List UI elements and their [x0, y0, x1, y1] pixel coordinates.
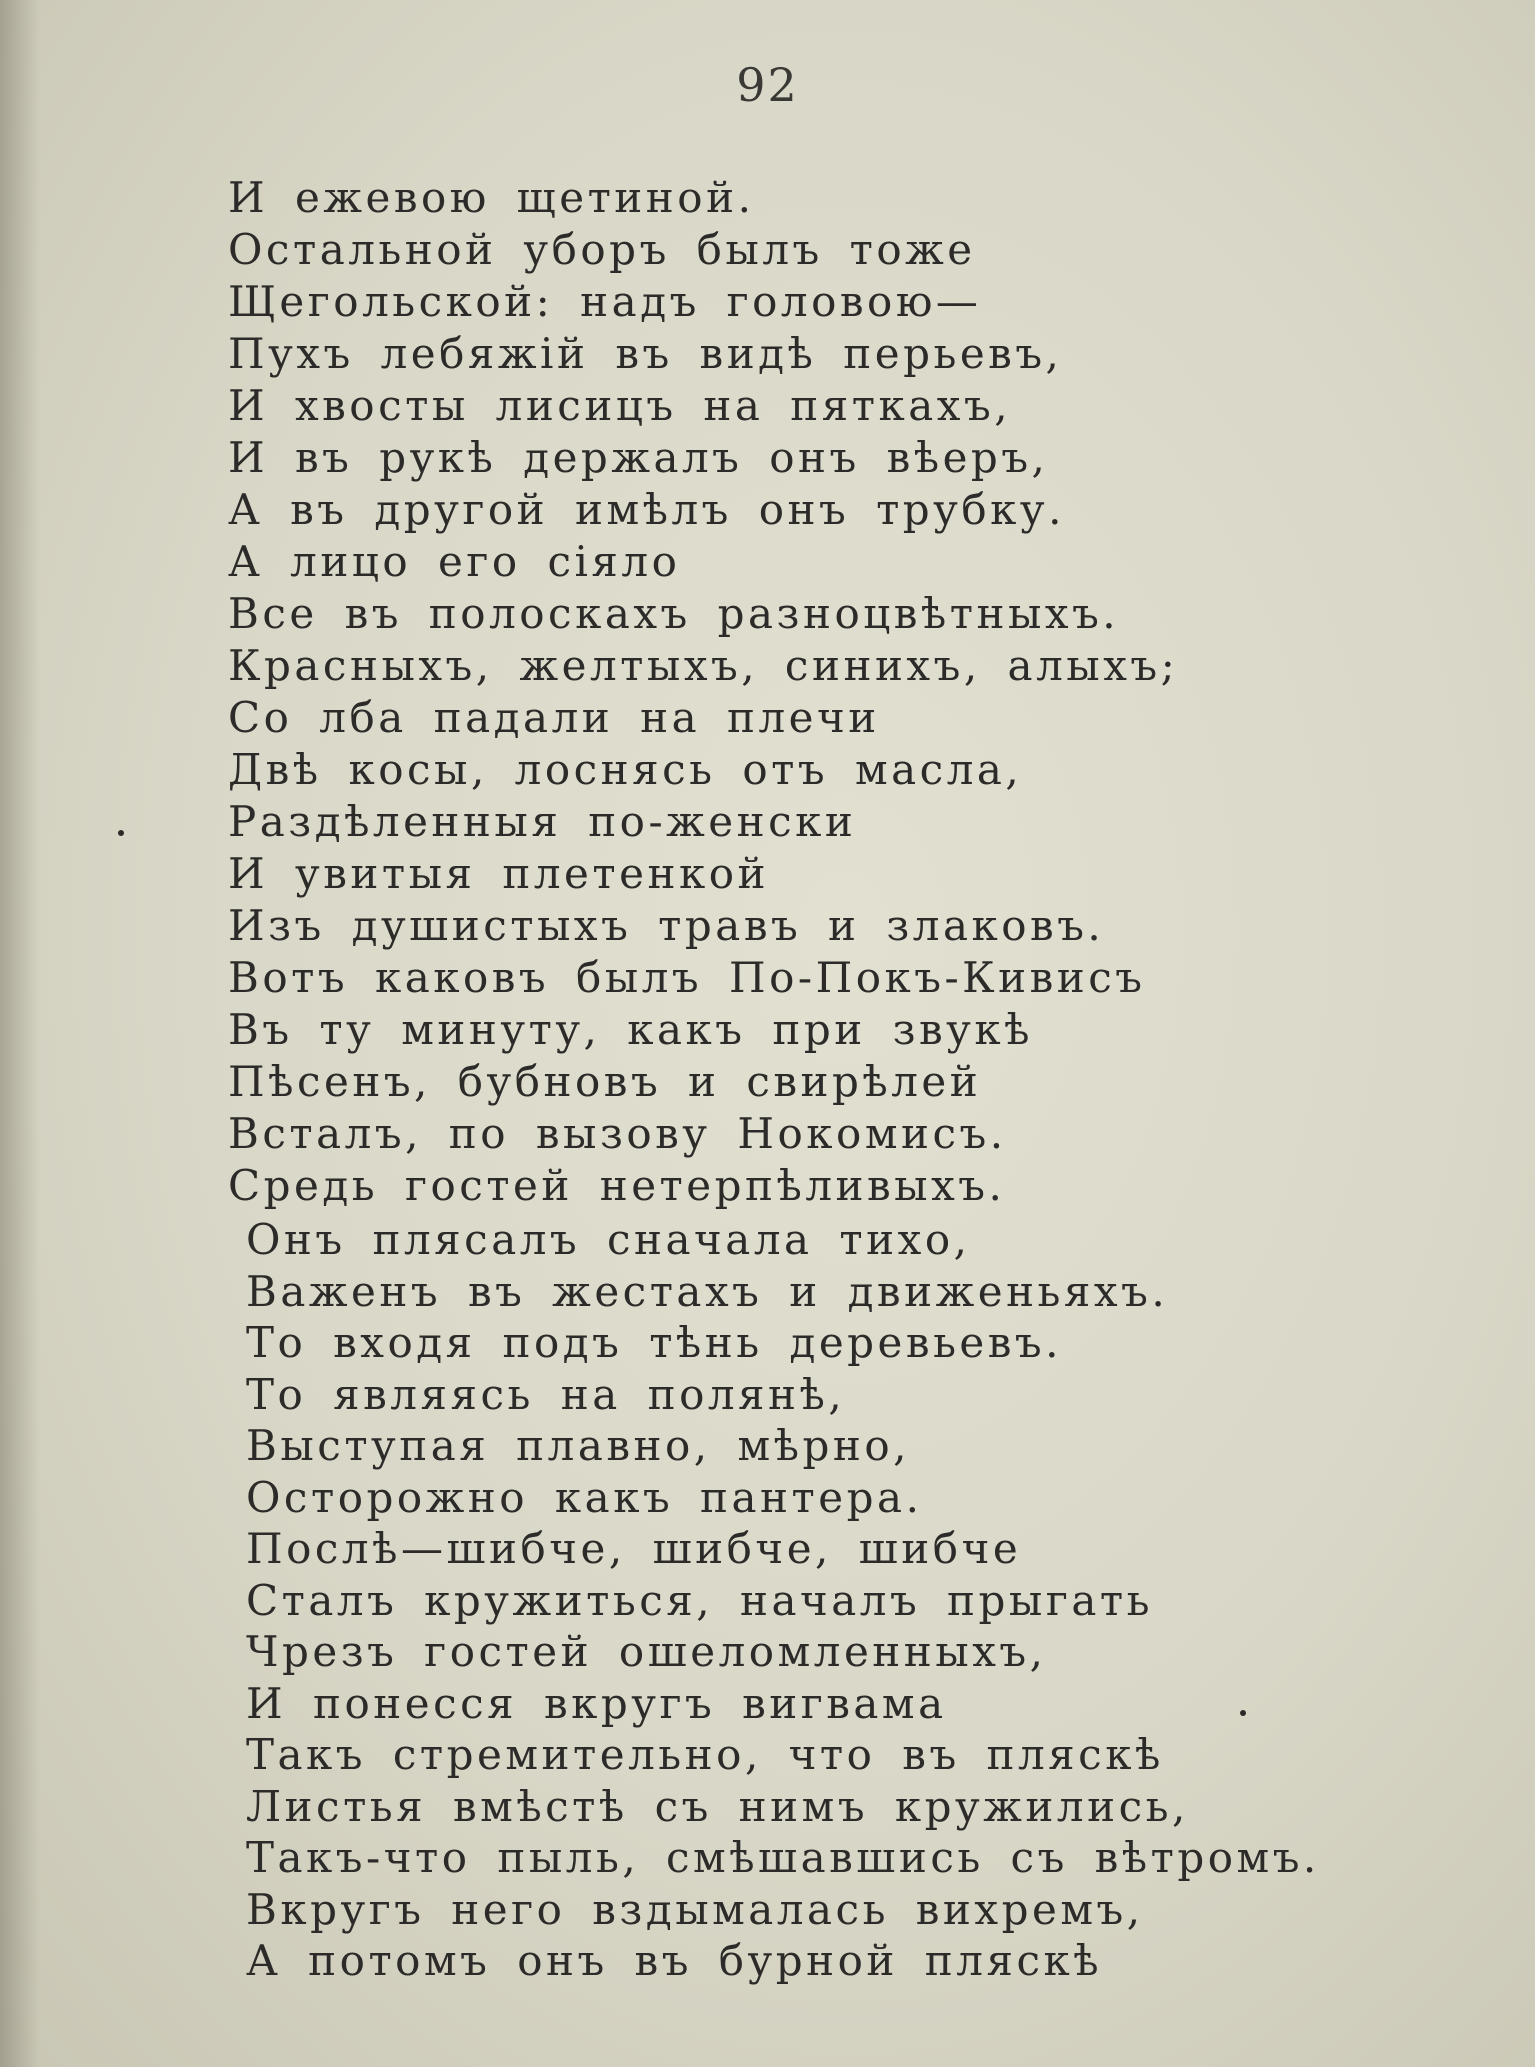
verse-line: Важенъ въ жестахъ и движеньяхъ. [246, 1266, 1169, 1316]
verse-line: Осторожно какъ пантера. [246, 1472, 923, 1522]
verse-line: Со лба падали на плечи [228, 693, 880, 742]
verse-line: Въ ту минуту, какъ при звукѣ [228, 1005, 1033, 1054]
verse-line: И ежевою щетиной. [228, 173, 755, 222]
verse-line: Пухъ лебяжій въ видѣ перьевъ, [228, 329, 1063, 378]
stanza-2 [246, 1214, 1320, 1987]
ink-speck [1240, 1710, 1246, 1716]
verse-line: Листья вмѣстѣ съ нимъ кружились, [246, 1781, 1189, 1831]
verse-line: Такъ-что пыль, смѣшавшись съ вѣтромъ. [246, 1833, 1320, 1882]
verse-line: Вотъ каковъ былъ По-Покъ-Кивисъ [228, 953, 1146, 1002]
verse-line: И хвосты лисицъ на пяткахъ, [228, 381, 1012, 430]
verse-line: А въ другой имѣлъ онъ трубку. [228, 485, 1065, 534]
verse-line: Все въ полоскахъ разноцвѣтныхъ. [228, 589, 1120, 638]
verse-line: Всталъ, по вызову Нокомисъ. [228, 1109, 1007, 1158]
verse-line: Послѣ—шибче, шибче, шибче [246, 1524, 1022, 1573]
verse-line: Такъ стремительно, что въ пляскѣ [246, 1730, 1164, 1779]
stanza-1 [228, 172, 1178, 1212]
verse-line: Онъ плясалъ сначала тихо, [246, 1215, 971, 1264]
verse-line: Выступая плавно, мѣрно, [246, 1421, 910, 1470]
verse-line: А потомъ онъ въ бурной пляскѣ [246, 1936, 1103, 1985]
verse-line: Чрезъ гостей ошеломленныхъ, [246, 1627, 1047, 1676]
verse-line: Красныхъ, желтыхъ, синихъ, алыхъ; [228, 641, 1179, 690]
verse-line: Раздѣленныя по-женски [228, 797, 857, 846]
verse-line: А лицо его сіяло [228, 537, 681, 586]
page-number: 92 [736, 58, 799, 112]
verse-line: Средь гостей нетерпѣливыхъ. [228, 1161, 1006, 1210]
verse-line: И въ рукѣ держалъ онъ вѣеръ, [228, 433, 1049, 482]
verse-line: Щегольской: надъ головою— [228, 277, 982, 326]
verse-line: Остальной уборъ былъ тоже [228, 225, 976, 274]
verse-line: Изъ душистыхъ травъ и злаковъ. [228, 901, 1105, 950]
verse-line: То входя подъ тѣнь деревьевъ. [246, 1318, 1063, 1367]
verse-line: Вкругъ него вздымалась вихремъ, [246, 1884, 1144, 1934]
verse-line: То являясь на полянѣ, [246, 1369, 846, 1419]
ink-speck [118, 830, 124, 836]
verse-line: И понесся вкругъ вигвама [246, 1678, 947, 1728]
verse-line: Двѣ косы, лоснясь отъ масла, [228, 745, 1023, 794]
verse-line: Пѣсенъ, бубновъ и свирѣлей [228, 1057, 982, 1106]
verse-line: И увитыя плетенкой [228, 849, 769, 898]
verse-line: Сталъ кружиться, началъ прыгать [246, 1575, 1154, 1625]
